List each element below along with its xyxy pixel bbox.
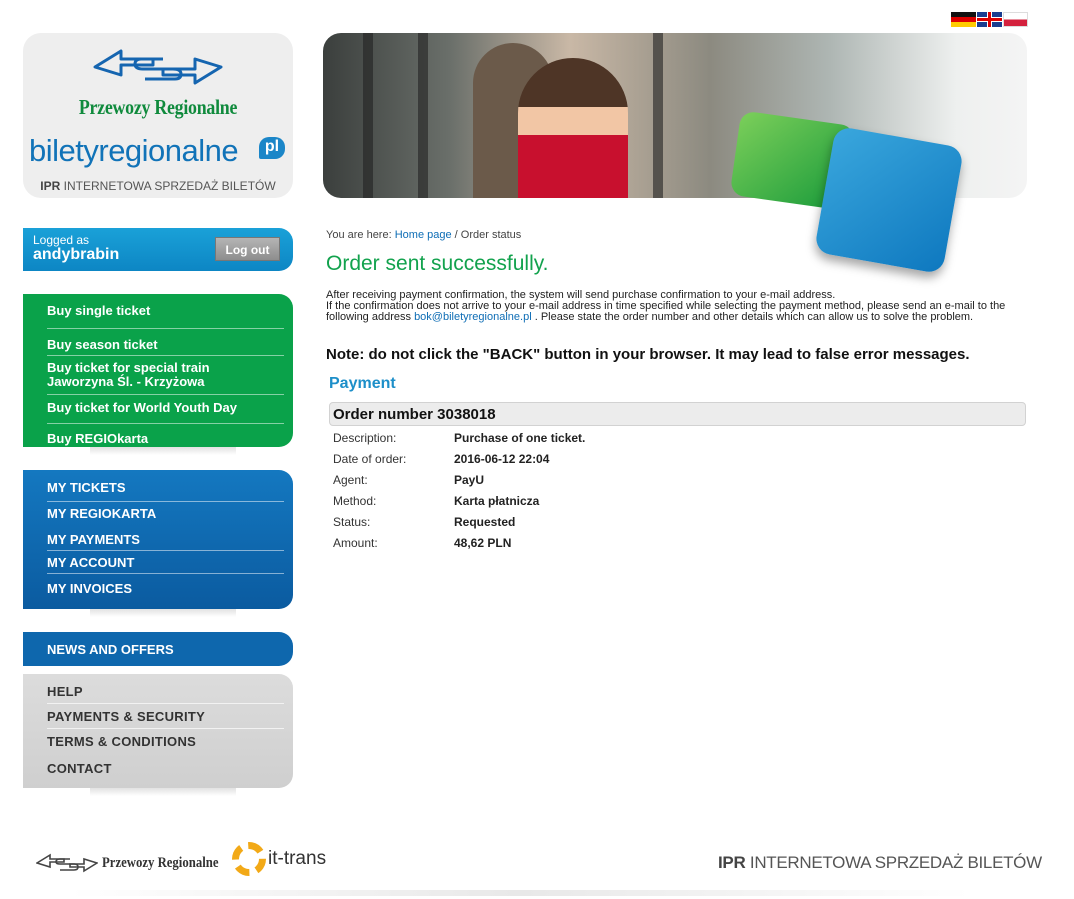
menu-my-regiokarta[interactable]: MY REGIOKARTA [47, 506, 157, 521]
page-title: Order sent successfully. [326, 252, 549, 275]
menu-help[interactable]: HELP [47, 684, 83, 699]
site-name: biletyregionalne [29, 133, 239, 168]
payment-heading: Payment [329, 375, 396, 392]
detail-value: PayU [454, 473, 485, 487]
menu-shadow [90, 788, 236, 796]
detail-row [333, 536, 585, 557]
menu-my-payments[interactable]: MY PAYMENTS [47, 532, 140, 547]
buy-menu [23, 294, 293, 447]
detail-label: Agent: [333, 473, 368, 487]
site-logo[interactable] [23, 33, 293, 198]
detail-label: Description: [333, 431, 397, 445]
breadcrumb-prefix: You are here: [326, 229, 392, 241]
detail-label: Method: [333, 494, 377, 508]
arrows-logo-icon [93, 47, 223, 87]
user-panel [23, 228, 293, 271]
banner-person-image [518, 58, 628, 198]
detail-row [333, 473, 585, 494]
menu-my-invoices[interactable]: MY INVOICES [47, 581, 133, 596]
info-line-2-text: If the confirmation does not arrive to your e-mail address in time specified while selecting the payment method, please send an e-mail to the following address [326, 300, 1006, 323]
decor-blue-square [814, 126, 964, 275]
breadcrumb-separator: / [454, 229, 458, 241]
info-line-1: After receiving payment confirmation, the system will send purchase confirmation to your e-mail address. [326, 289, 836, 301]
menu-my-tickets[interactable]: MY TICKETS [47, 480, 126, 495]
help-menu [23, 674, 293, 788]
payment-details [333, 431, 585, 557]
detail-row [333, 452, 585, 473]
footer-ipr-prefix: IPR [718, 853, 746, 872]
logo-ipr-text: INTERNETOWA SPRZEDAŻ BILETÓW [63, 179, 276, 193]
footer-divider [70, 890, 970, 896]
it-trans-logo[interactable] [232, 842, 326, 876]
gear-logo-icon [232, 842, 266, 876]
username: andybrabin [33, 246, 120, 263]
info-line-2-end: . Please state the order number and other details which can allow us to solve the problem. [534, 311, 974, 323]
footer-brand-logo[interactable] [36, 851, 239, 875]
it-trans-name: it-trans [268, 848, 327, 869]
breadcrumb-home-link[interactable]: Home page [394, 229, 452, 241]
menu-buy-special-train-ticket[interactable]: Buy ticket for special train Jaworzyna Śl. - Krzyżowa [47, 360, 210, 389]
detail-row [333, 494, 585, 515]
site-tld-badge: pl [259, 137, 285, 159]
breadcrumb-current: Order status [460, 229, 522, 241]
support-email-link[interactable]: bok@biletyregionalne.pl [414, 311, 532, 323]
detail-row [333, 431, 585, 452]
info-line-2 [326, 301, 1026, 323]
logged-as-label: Logged as [33, 233, 90, 247]
arrows-logo-icon [36, 851, 98, 875]
logout-button[interactable]: Log out [215, 237, 280, 261]
menu-payments-security[interactable]: PAYMENTS & SECURITY [47, 709, 206, 724]
german-flag-icon[interactable] [951, 12, 976, 27]
menu-buy-regiokarta[interactable]: Buy REGIOkarta [47, 431, 149, 446]
detail-value: 2016-06-12 22:04 [454, 452, 550, 466]
detail-row [333, 515, 585, 536]
menu-shadow [90, 609, 236, 617]
menu-my-account[interactable]: MY ACCOUNT [47, 555, 135, 570]
menu-buy-world-youth-day-ticket[interactable]: Buy ticket for World Youth Day [47, 400, 237, 415]
footer-ipr-text: INTERNETOWA SPRZEDAŻ BILETÓW [749, 853, 1042, 872]
news-menu [23, 632, 293, 666]
brand-name: Przewozy Regionalne [78, 95, 238, 119]
detail-label: Amount: [333, 536, 378, 550]
footer-brand-name: Przewozy Regionalne [102, 854, 219, 871]
english-flag-icon[interactable] [977, 12, 1002, 27]
polish-flag-icon[interactable] [1003, 12, 1028, 27]
menu-contact[interactable]: CONTACT [47, 761, 112, 776]
logo-ipr-prefix: IPR [40, 179, 61, 193]
detail-value: Purchase of one ticket. [454, 431, 586, 445]
account-menu [23, 470, 293, 609]
language-switcher [951, 12, 1028, 27]
menu-terms-conditions[interactable]: TERMS & CONDITIONS [47, 734, 197, 749]
menu-news-and-offers[interactable]: NEWS AND OFFERS [47, 642, 174, 657]
footer-tagline [718, 853, 1042, 873]
detail-label: Date of order: [333, 452, 407, 466]
breadcrumb [326, 229, 521, 241]
menu-buy-season-ticket[interactable]: Buy season ticket [47, 337, 158, 352]
logo-tagline [23, 179, 293, 193]
order-number: Order number 3038018 [329, 402, 1026, 426]
back-button-warning: Note: do not click the "BACK" button in your browser. It may lead to false error messages. [326, 346, 970, 363]
detail-value: Karta płatnicza [454, 494, 540, 508]
detail-label: Status: [333, 515, 371, 529]
confirmation-info [326, 290, 1026, 323]
menu-shadow [90, 447, 236, 455]
detail-value: 48,62 PLN [454, 536, 512, 550]
menu-buy-single-ticket[interactable]: Buy single ticket [47, 303, 151, 318]
detail-value: Requested [454, 515, 516, 529]
